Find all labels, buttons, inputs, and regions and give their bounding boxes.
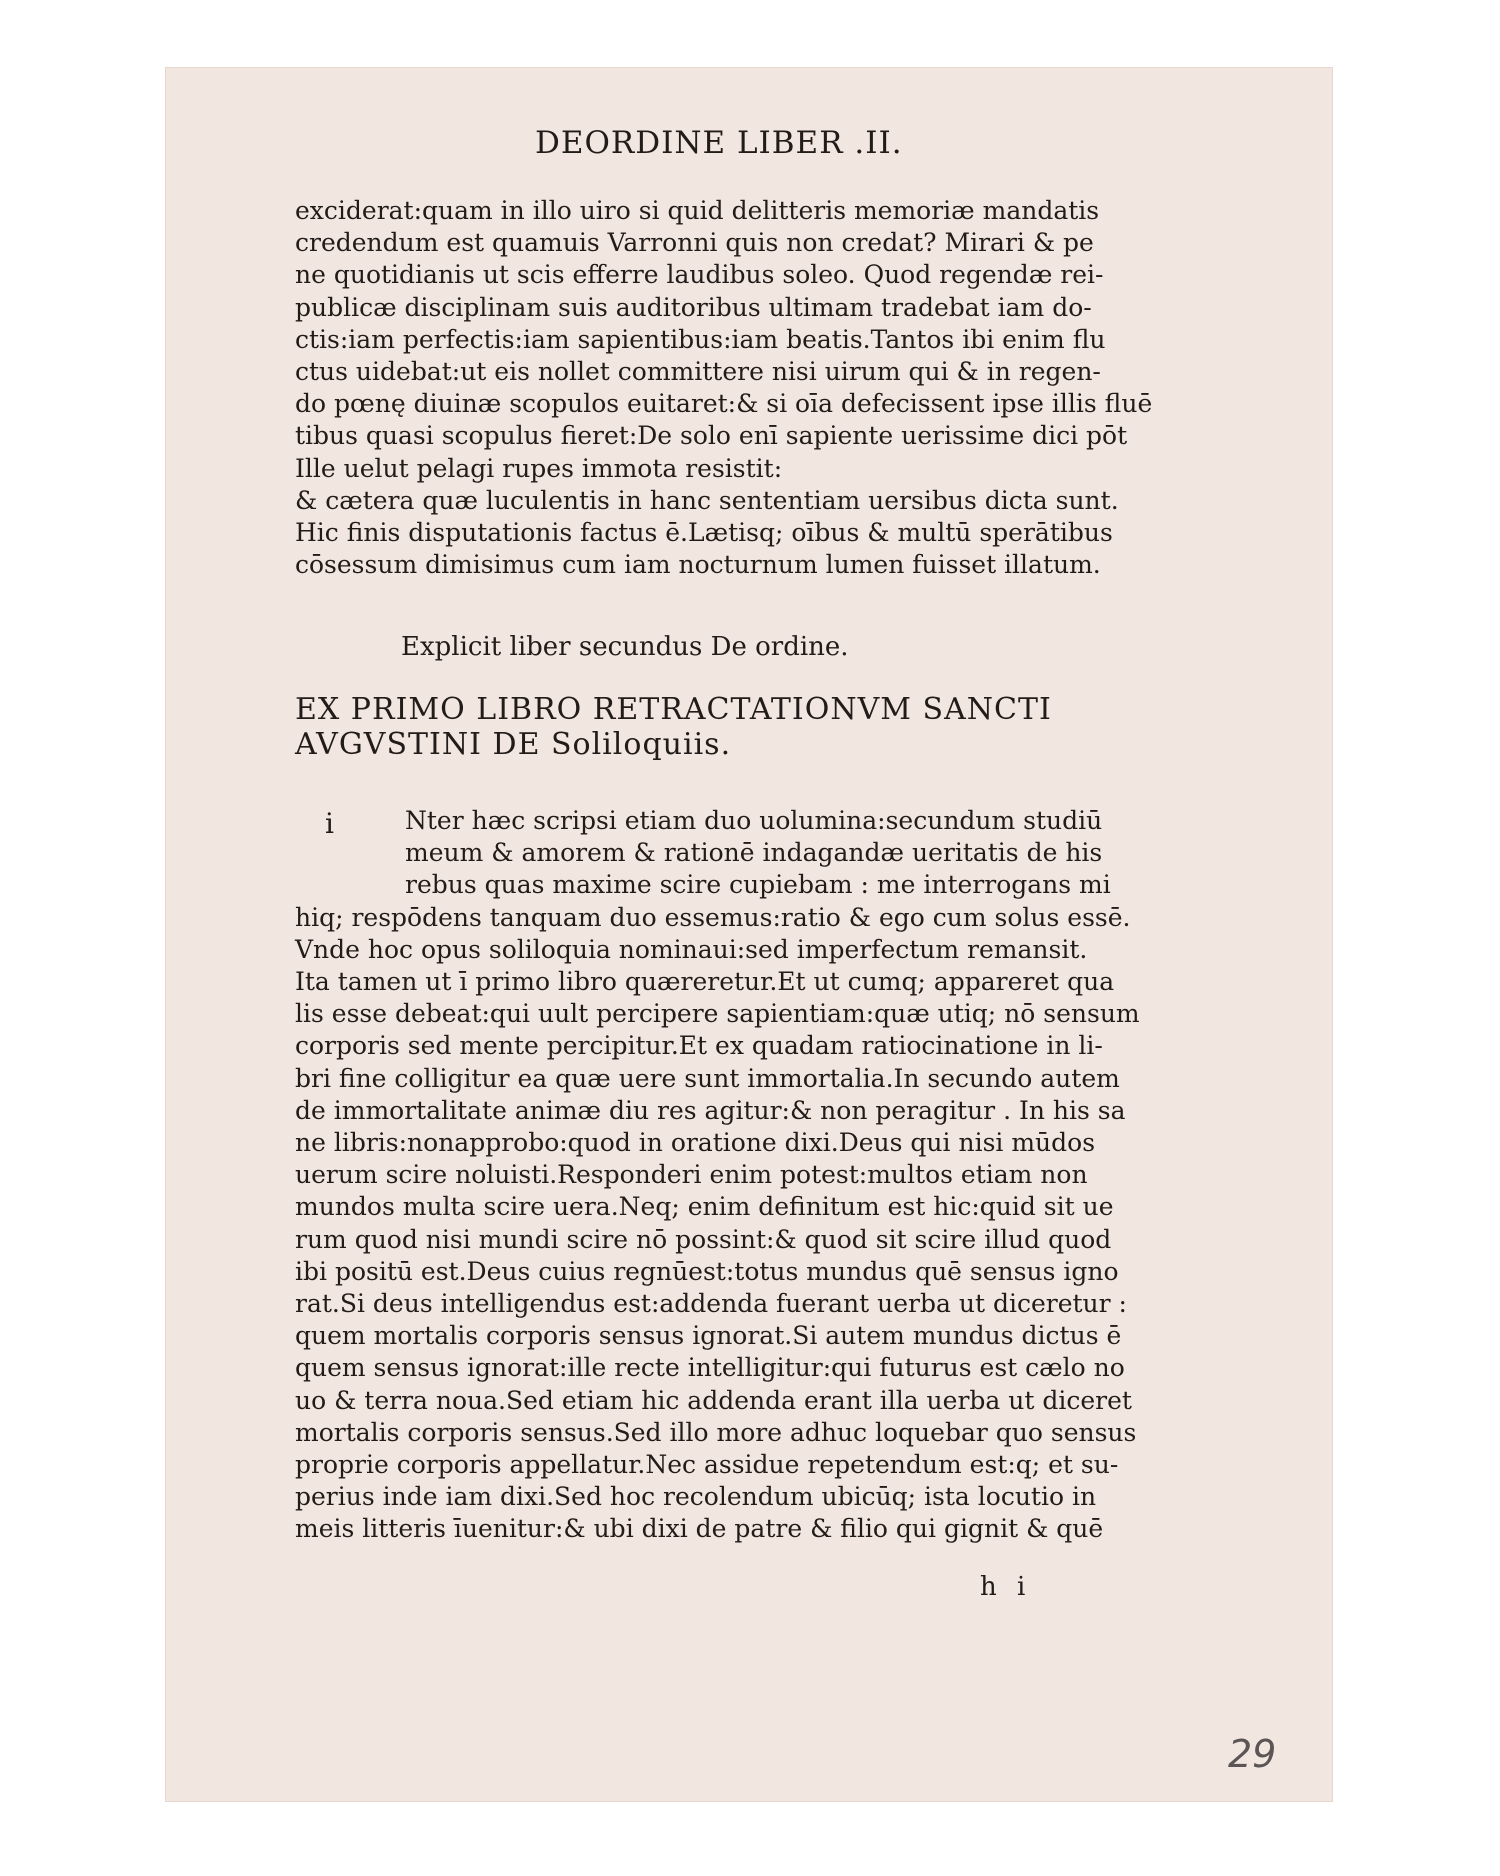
book-page [165, 67, 1333, 1802]
text-line: do pœnę diuinæ scopulos euitaret:& si oīa defecissent ipse illis fluē [295, 389, 1153, 419]
text-line: Ille uelut pelagi rupes immota resistit: [295, 453, 783, 483]
text-line: quem mortalis corporis sensus ignorat.Si autem mundus dictus ē [295, 1321, 1122, 1351]
text-line: Hic finis disputationis factus ē.Lætisq; oībus & multū sperātibus [295, 518, 1113, 547]
text-line: hiq; respōdens tanquam duo essemus:ratio & ego cum solus essē. [295, 902, 1131, 932]
text-line: ne quotidianis ut scis efferre laudibus soleo. Quod regendæ rei- [295, 260, 1104, 290]
text-line: Nter hæc scripsi etiam duo uolumina:secundum studiū [405, 806, 1103, 835]
text-line: uerum scire noluisti.Responderi enim potest:multos etiam non [295, 1160, 1088, 1190]
text-line: mundos multa scire uera.Neq; enim definitum est hic:quid sit ue [295, 1192, 1114, 1222]
text-line: cōsessum dimisimus cum iam nocturnum lumen fuisset illatum. [295, 550, 1101, 580]
text-line: rebus quas maxime scire cupiebam : me interrogans mi [405, 870, 1111, 900]
text-line: ctus uidebat:ut eis nollet committere nisi uirum qui & in regen- [295, 357, 1101, 386]
text-line: corporis sed mente percipitur.Et ex quadam ratiocinatione in li- [295, 1031, 1103, 1061]
running-header: DEORDINE LIBER .II. [535, 125, 903, 161]
text-line: Vnde hoc opus soliloquia nominaui:sed imperfectum remansit. [295, 934, 1088, 964]
section-heading-line-2: AVGVSTINI DE Soliloquiis. [295, 727, 732, 762]
text-line: exciderat:quam in illo uiro si quid delitteris memoriæ mandatis [295, 196, 1100, 225]
signature-mark: h i [980, 1572, 1032, 1602]
text-line: rat.Si deus intelligendus est:addenda fuerant uerba ut diceretur : [295, 1289, 1127, 1318]
text-line: de immortalitate animæ diu res agitur:& non peragitur . In his sa [295, 1095, 1126, 1125]
text-line: meum & amorem & rationē indagandæ ueritatis de his [405, 838, 1103, 868]
text-line: meis litteris īuenitur:& ubi dixi de patre & filio qui gignit & quē [295, 1514, 1104, 1544]
section-heading-line-1: EX PRIMO LIBRO RETRACTATIONVM SANCTI [295, 692, 1052, 727]
text-line: quem sensus ignorat:ille recte intelligitur:qui futurus est cælo no [295, 1353, 1125, 1383]
explicit-line: Explicit liber secundus De ordine. [401, 632, 849, 662]
text-line: Ita tamen ut ī primo libro quæreretur.Et ut cumq; appareret qua [295, 967, 1115, 996]
text-line: proprie corporis appellatur.Nec assidue repetendum est:q; et su- [295, 1450, 1119, 1479]
text-line: tibus quasi scopulus fieret:De solo enī sapiente uerissime dici pōt [295, 421, 1128, 451]
text-line: ne libris:nonapprobo:quod in oratione dixi.Deus qui nisi mūdos [295, 1128, 1096, 1157]
text-line: rum quod nisi mundi scire nō possint:& quod sit scire illud quod [295, 1224, 1112, 1254]
text-line: credendum est quamuis Varronni quis non credat? Mirari & pe [295, 228, 1094, 258]
text-line: ctis:iam perfectis:iam sapientibus:iam beatis.Tantos ibi enim flu [295, 324, 1106, 354]
text-line: & cætera quæ luculentis in hanc sententiam uersibus dicta sunt. [295, 485, 1119, 515]
text-line: mortalis corporis sensus.Sed illo more adhuc loquebar quo sensus [295, 1417, 1137, 1447]
text-line: uo & terra noua.Sed etiam hic addenda erant illa uerba ut diceret [295, 1385, 1132, 1415]
text-line: lis esse debeat:qui uult percipere sapientiam:quæ utiq; nō sensum [295, 999, 1140, 1029]
text-line: publicæ disciplinam suis auditoribus ultimam tradebat iam do- [295, 292, 1092, 322]
initial-letter: i [325, 807, 334, 840]
text-line: perius inde iam dixi.Sed hoc recolendum ubicūq; ista locutio in [295, 1482, 1097, 1512]
text-line: ibi positū est.Deus cuius regnūest:totus mundus quē sensus igno [295, 1256, 1119, 1286]
folio-number: 29 [1228, 1732, 1277, 1776]
text-line: bri fine colligitur ea quæ uere sunt immortalia.In secundo autem [295, 1063, 1120, 1093]
